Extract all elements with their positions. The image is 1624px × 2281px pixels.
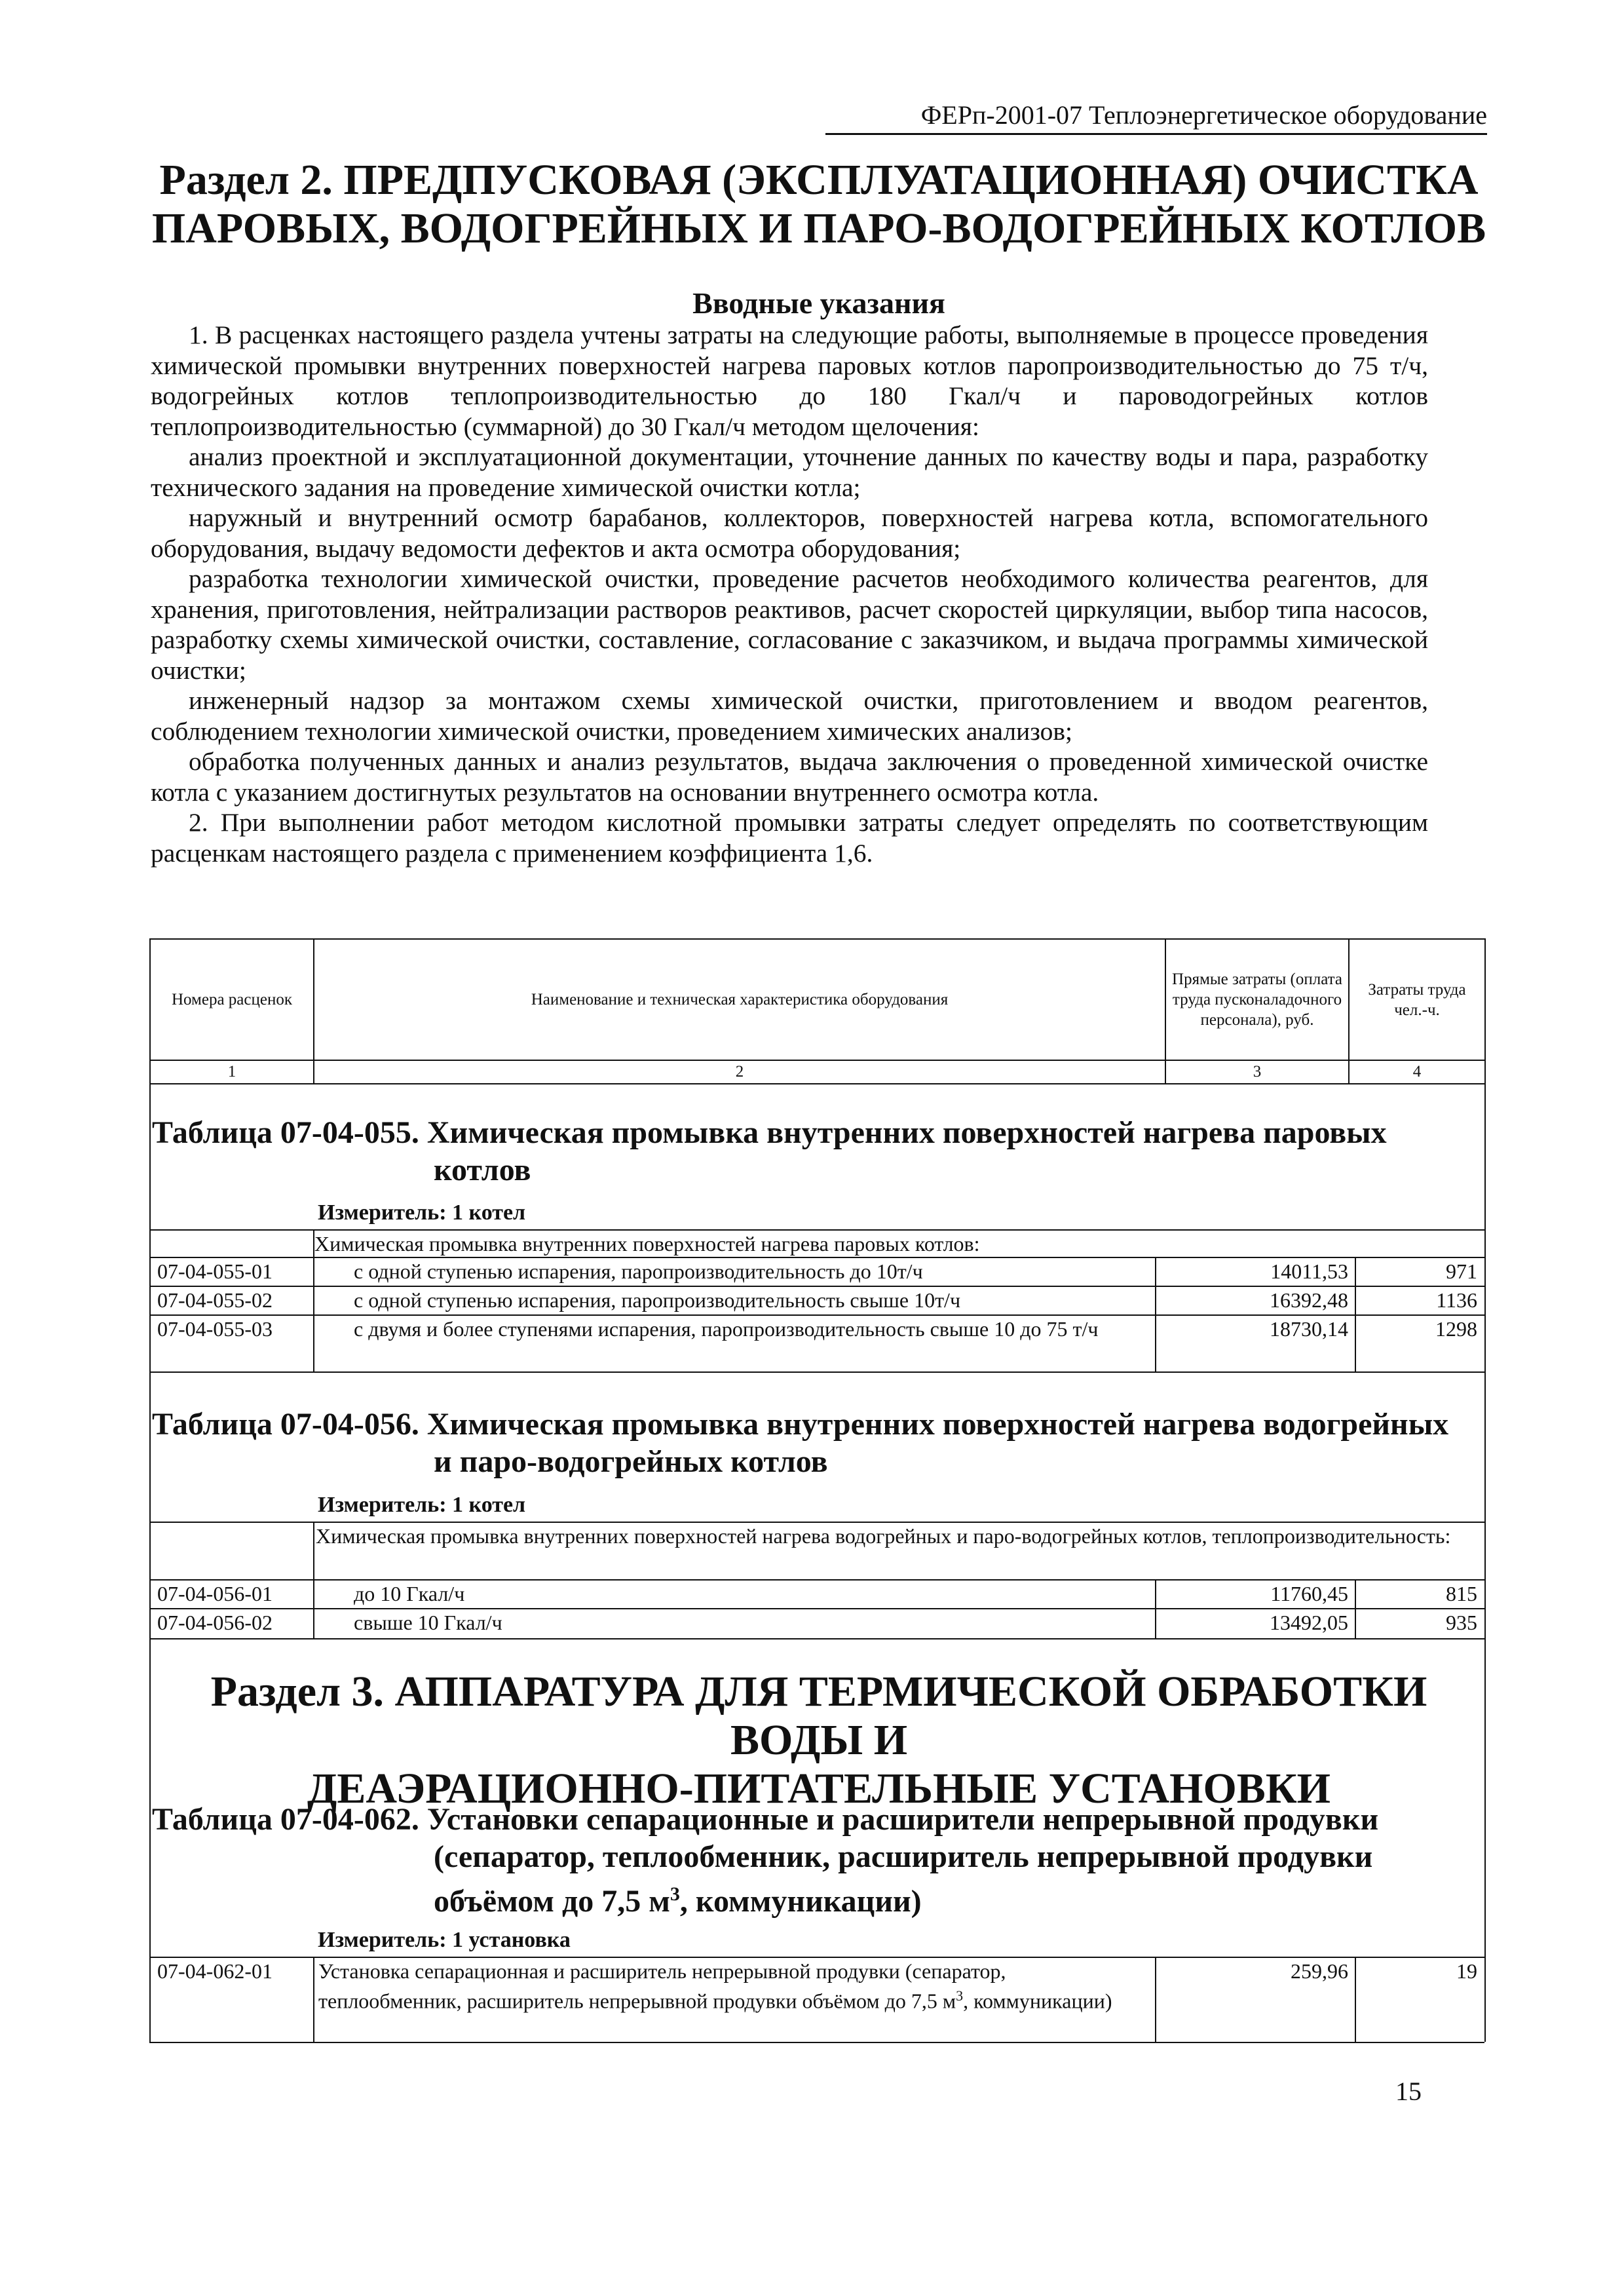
divider bbox=[149, 1608, 1484, 1609]
table055-group-label: Химическая промывка внутренних поверхностей нагрева паровых котлов: bbox=[314, 1232, 980, 1256]
divider bbox=[149, 1229, 1484, 1231]
table-frame-left bbox=[149, 1081, 151, 1396]
col-line bbox=[313, 1957, 314, 2042]
table-frame-left bbox=[149, 1371, 151, 1640]
table056-row1-code: 07-04-056-01 bbox=[157, 1582, 273, 1605]
col-line bbox=[1355, 1957, 1356, 2042]
col-line bbox=[313, 1229, 314, 1371]
col-line bbox=[1355, 1257, 1356, 1371]
divider bbox=[149, 1579, 1484, 1581]
table062-row1-cost: 259,96 bbox=[1291, 1959, 1348, 1983]
divider bbox=[149, 1286, 1484, 1287]
table055-row2-name: с одной ступенью испарения, паропроизводительность свыше 10т/ч bbox=[354, 1288, 961, 1312]
table055-row2-cost: 16392,48 bbox=[1270, 1288, 1348, 1312]
table055-row1-name: с одной ступенью испарения, паропроизводительность до 10т/ч bbox=[354, 1259, 923, 1283]
col-line bbox=[1155, 1957, 1156, 2042]
table055-row3-name: с двумя и более ступенями испарения, паропроизводительность свыше 10 до 75 т/ч bbox=[354, 1317, 1099, 1341]
table056-measure: Измеритель: 1 котел bbox=[318, 1493, 526, 1517]
divider bbox=[149, 1957, 1484, 1958]
table055-row1-labor: 971 bbox=[1446, 1259, 1477, 1283]
table055-title-line1: Таблица 07-04-055. Химическая промывка внутренних поверхностей нагрева паровых bbox=[152, 1115, 1387, 1150]
table062-row1-name-part1: Установка сепарационная и расширитель непрерывной продувки (сепаратор, теплообменник, расширитель непрерывной продувки объёмом до 7,5 м bbox=[318, 1959, 1006, 2013]
intro-paragraph-2: анализ проектной и эксплуатационной документации, уточнение данных по качеству воды и пара, разработку технического задания на проведение химической очистки котла; bbox=[151, 442, 1428, 502]
table062-row1-labor: 19 bbox=[1456, 1959, 1477, 1983]
intro-heading: Вводные указания bbox=[692, 286, 945, 320]
table056-row1-labor: 815 bbox=[1446, 1582, 1477, 1605]
table056-title-line2: и паро-водогрейных котлов bbox=[434, 1444, 828, 1479]
col-line bbox=[1155, 1257, 1156, 1371]
superscript: 3 bbox=[956, 1987, 964, 2004]
table062-measure: Измеритель: 1 установка bbox=[318, 1928, 571, 1952]
col-line bbox=[1155, 1579, 1156, 1638]
section3-title-line1: Раздел 3. АППАРАТУРА ДЛЯ ТЕРМИЧЕСКОЙ ОБРАБОТКИ ВОДЫ И bbox=[210, 1668, 1427, 1764]
section2-title-line2: ПАРОВЫХ, ВОДОГРЕЙНЫХ И ПАРО-ВОДОГРЕЙНЫХ КОТЛОВ bbox=[151, 204, 1486, 252]
table056-group-label: Химическая промывка внутренних поверхностей нагрева водогрейных и паро-водогрейных котлов, теплопроизводительность: bbox=[316, 1524, 1451, 1548]
intro-paragraph-6: обработка полученных данных и анализ результатов, выдача заключения о проведенной химической очистке котла с указанием достигнутых результатов на основании внутреннего осмотра котла. bbox=[151, 747, 1428, 807]
col-line bbox=[1355, 1579, 1356, 1638]
col-number-4: 4 bbox=[1349, 1060, 1485, 1084]
table055-row2-code: 07-04-055-02 bbox=[157, 1288, 273, 1312]
intro-paragraph-1: 1. В расценках настоящего раздела учтены затраты на следующие работы, выполняемые в процессе проведения химической промывки внутренних поверхностей нагрева паровых котлов паропроизводительностью до 75 т/ч, водогрейных котлов теплопроизводительностью до 180 Гкал/ч и пароводогрейных котлов теплопроизводительностью (суммарной) до 30 Гкал/ч методом щелочения: bbox=[151, 320, 1428, 441]
divider bbox=[149, 1371, 1484, 1373]
table056-row2-code: 07-04-056-02 bbox=[157, 1611, 273, 1634]
table055-row2-labor: 1136 bbox=[1436, 1288, 1477, 1312]
section3-title-line2: ДЕАЭРАЦИОННО-ПИТАТЕЛЬНЫЕ УСТАНОВКИ bbox=[307, 1765, 1331, 1812]
table055-row1-code: 07-04-055-01 bbox=[157, 1259, 273, 1283]
section2-title-line1: Раздел 2. ПРЕДПУСКОВАЯ (ЭКСПЛУАТАЦИОННАЯ) ОЧИСТКА bbox=[159, 156, 1479, 204]
table055-row3-labor: 1298 bbox=[1435, 1317, 1477, 1341]
table062-row1-code: 07-04-062-01 bbox=[157, 1959, 273, 1983]
intro-paragraph-3: наружный и внутренний осмотр барабанов, коллекторов, поверхностей нагрева котла, вспомогательного оборудования, выдачу ведомости дефектов и акта осмотра оборудования; bbox=[151, 503, 1428, 563]
table055-row1-cost: 14011,53 bbox=[1270, 1259, 1348, 1283]
col-header-codes: Номера расценок bbox=[150, 939, 314, 1060]
table056-row2-labor: 935 bbox=[1446, 1611, 1477, 1634]
table062-title-line3-part1: объёмом до 7,5 м bbox=[434, 1884, 670, 1919]
page-number: 15 bbox=[1395, 2077, 1422, 2106]
table055-row3-cost: 18730,14 bbox=[1270, 1317, 1348, 1341]
running-header: ФЕРп-2001-07 Теплоэнергетическое оборудование bbox=[825, 100, 1487, 135]
intro-paragraph-5: инженерный надзор за монтажом схемы химической очистки, приготовлением и вводом реагентов, соблюдением технологии химической очистки, проведением химических анализов; bbox=[151, 686, 1428, 746]
divider bbox=[149, 2042, 1484, 2043]
table-frame-right bbox=[1484, 1371, 1486, 1640]
col-number-2: 2 bbox=[314, 1060, 1165, 1084]
intro-text bbox=[151, 320, 1428, 868]
divider bbox=[149, 1314, 1484, 1316]
col-number-3: 3 bbox=[1165, 1060, 1349, 1084]
table055-measure: Измеритель: 1 котел bbox=[318, 1200, 526, 1225]
section2-title bbox=[151, 156, 1487, 253]
table056-row2-name: свыше 10 Гкал/ч bbox=[354, 1611, 502, 1634]
table056-title-line1: Таблица 07-04-056. Химическая промывка внутренних поверхностей нагрева водогрейных bbox=[152, 1407, 1449, 1442]
table056-title bbox=[152, 1406, 1448, 1480]
table062-title-line3-part2: , коммуникации) bbox=[679, 1884, 922, 1919]
col-line bbox=[313, 1522, 314, 1638]
table056-row1-cost: 11760,45 bbox=[1270, 1582, 1348, 1605]
col-header-name: Наименование и техническая характеристика оборудования bbox=[314, 939, 1165, 1060]
col-header-labor: Затраты труда чел.-ч. bbox=[1349, 939, 1485, 1060]
table062-title-line1: Таблица 07-04-062. Установки сепарационные и расширители непрерывной продувки bbox=[152, 1802, 1379, 1837]
table055-row3-code: 07-04-055-03 bbox=[157, 1317, 273, 1341]
divider bbox=[149, 1522, 1484, 1523]
table055-title-line2: котлов bbox=[434, 1153, 531, 1187]
table056-row1-name: до 10 Гкал/ч bbox=[354, 1582, 465, 1605]
col-number-1: 1 bbox=[150, 1060, 314, 1084]
table062-row1-name bbox=[318, 1959, 1147, 2014]
table055-title bbox=[152, 1114, 1387, 1189]
section3-title bbox=[151, 1668, 1487, 1813]
divider bbox=[149, 1257, 1484, 1258]
superscript: 3 bbox=[670, 1883, 680, 1905]
intro-paragraph-7: 2. При выполнении работ методом кислотной промывки затраты следует определять по соответствующим расценкам настоящего раздела с применением коэффициента 1,6. bbox=[151, 808, 1428, 868]
table062-title-line2: (сепаратор, теплообменник, расширитель непрерывной продувки bbox=[434, 1839, 1373, 1874]
col-header-direct-cost: Прямые затраты (оплата труда пусконаладочного персонала), руб. bbox=[1165, 939, 1349, 1060]
divider bbox=[149, 1638, 1484, 1639]
intro-paragraph-4: разработка технологии химической очистки, проведение расчетов необходимого количества реагентов, для хранения, приготовления, нейтрализации растворов реактивов, расчет скоростей циркуляции, выбор типа насосов, разработку схемы химической очистки, составление, согласование с заказчиком, и выдача программы химической очистки; bbox=[151, 564, 1428, 685]
table062-row1-name-part2: , коммуникации) bbox=[963, 1989, 1112, 2013]
table062-title bbox=[152, 1801, 1378, 1920]
table056-row2-cost: 13492,05 bbox=[1270, 1611, 1348, 1634]
table062-title-line3 bbox=[152, 1875, 1378, 1920]
table-frame-right bbox=[1484, 1081, 1486, 1396]
column-header-table bbox=[149, 938, 1486, 1084]
